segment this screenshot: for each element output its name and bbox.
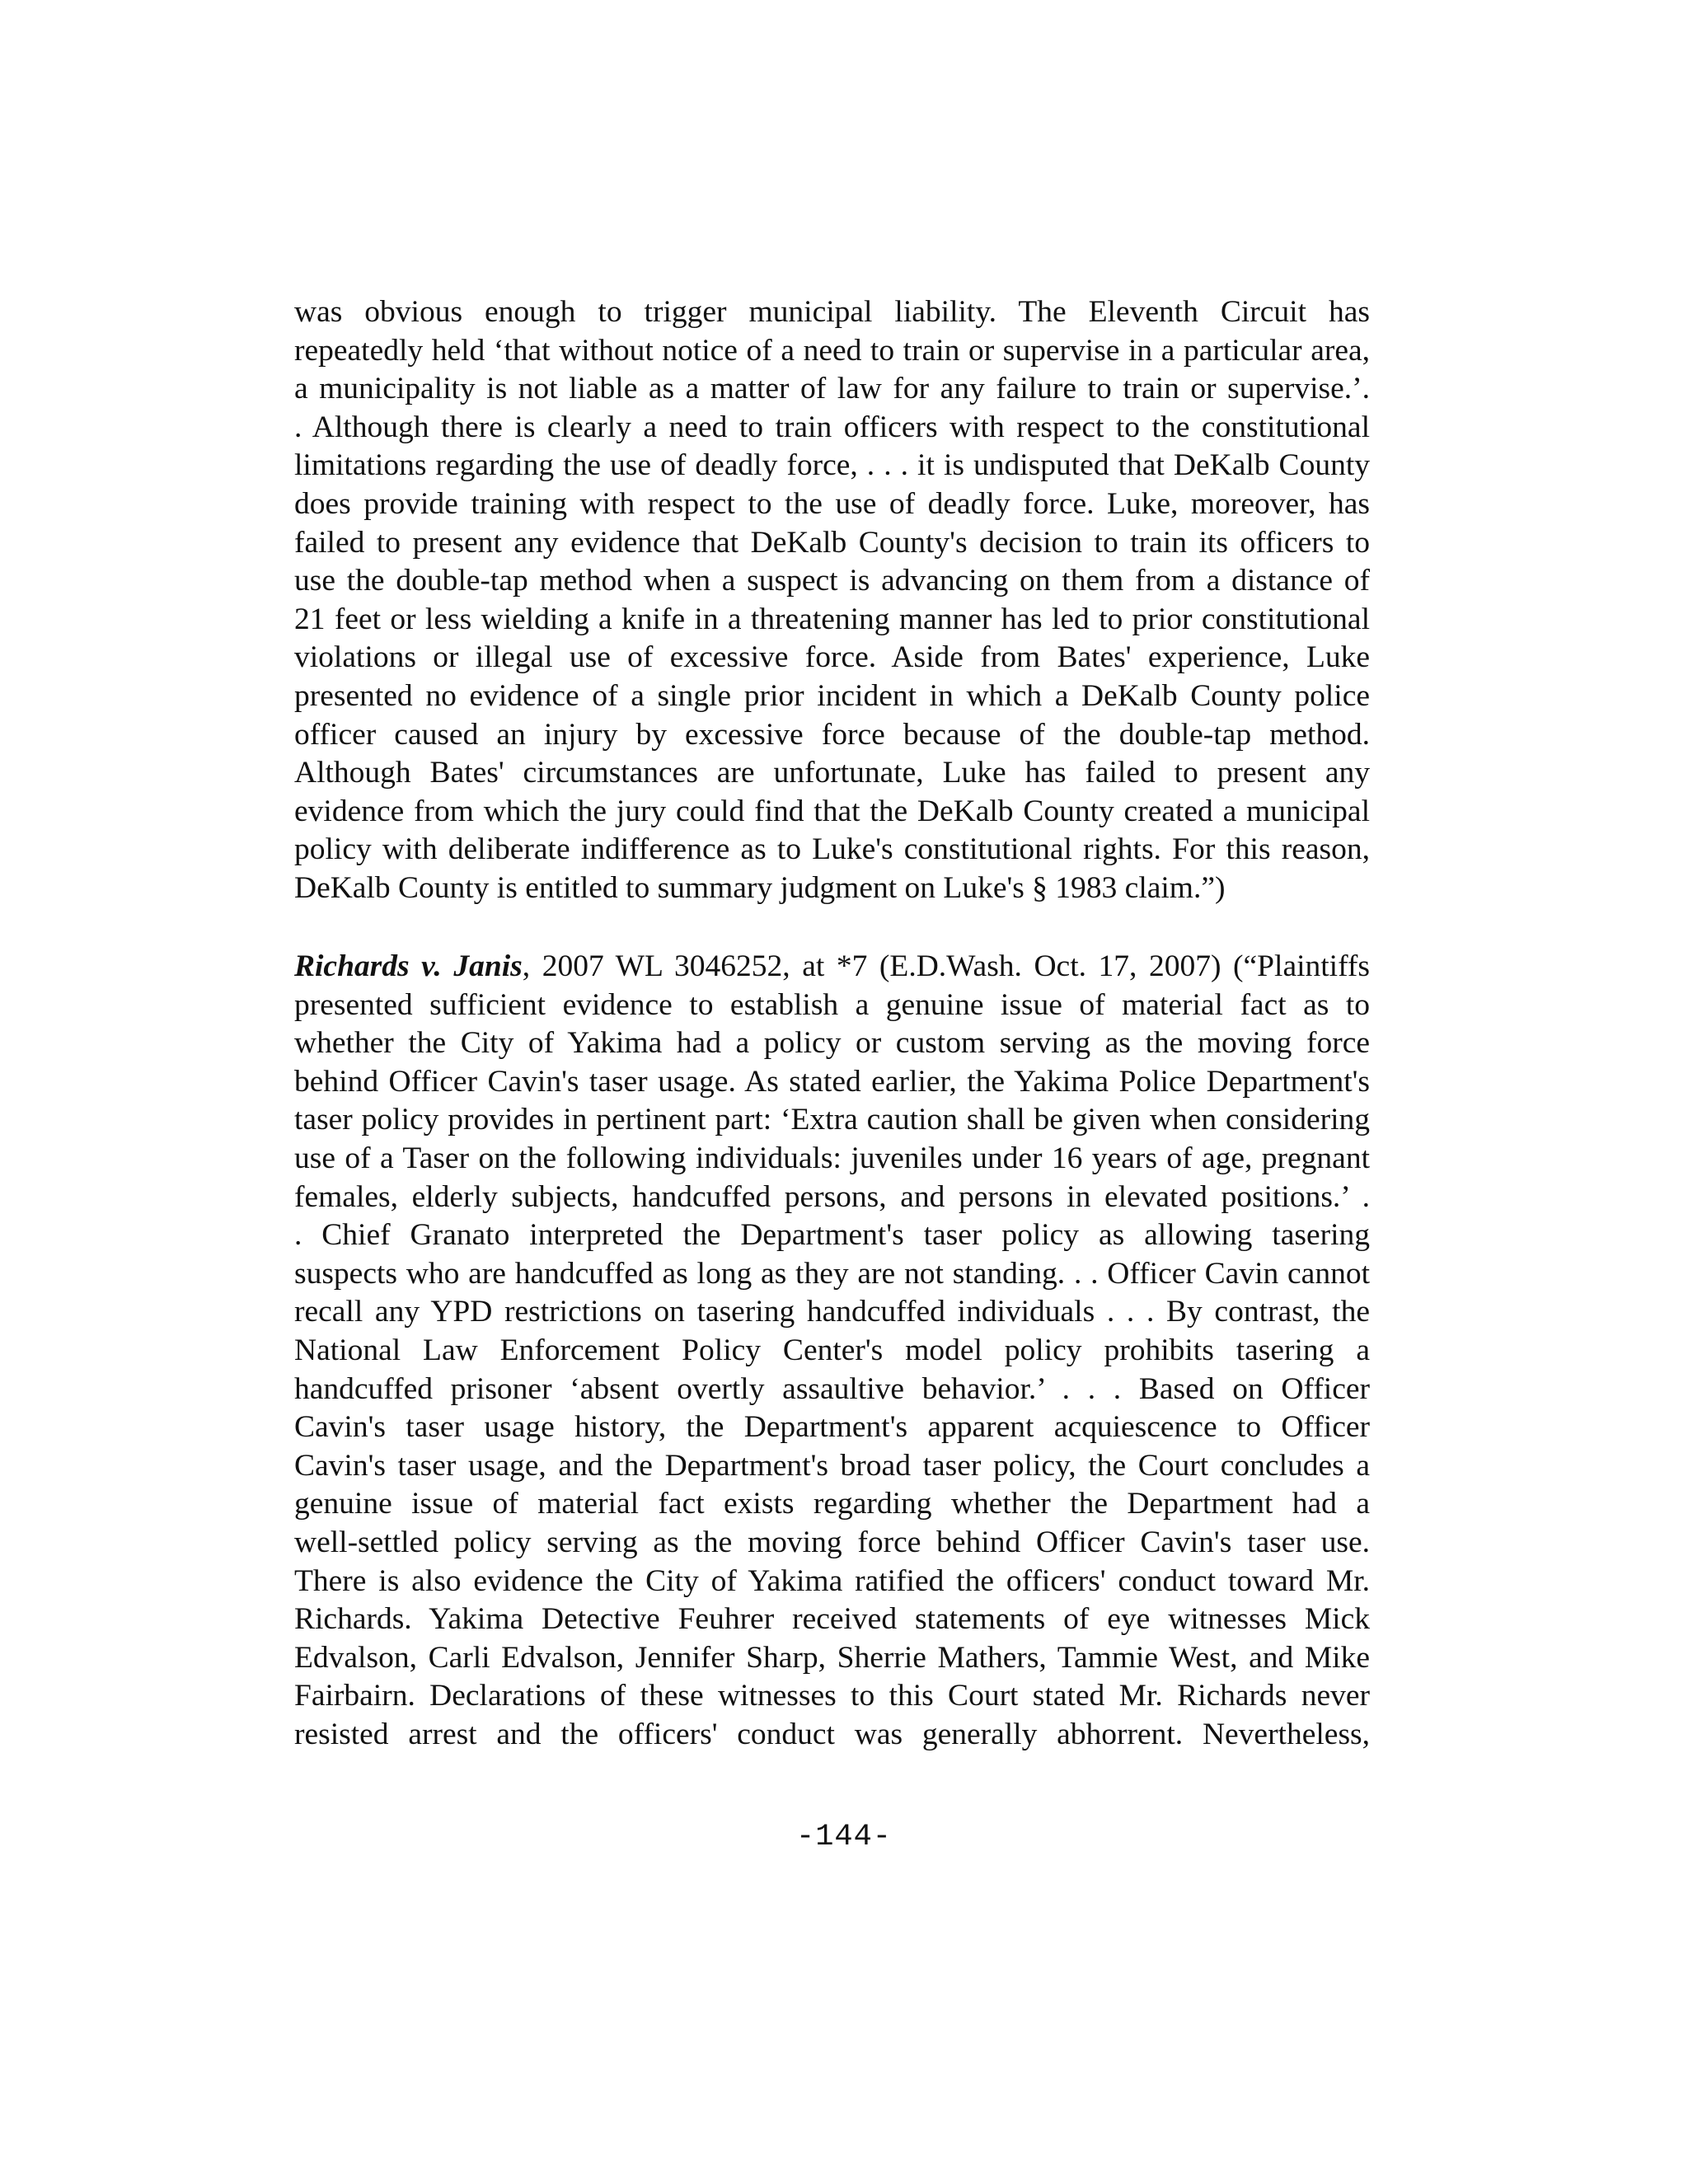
text-line: policy with deliberate indifference as to Luke's constitutional rights. For this reason, <box>294 832 1370 867</box>
text-line: . Although there is clearly a need to train officers with respect to the constitutional <box>294 410 1370 444</box>
text-line: was obvious enough to trigger municipal liability. The Eleventh Circuit has <box>294 295 1370 329</box>
text-line: officer caused an injury by excessive force because of the double-tap method. <box>294 717 1370 752</box>
paragraph-richards-citation <box>294 948 1370 1754</box>
text-line: Cavin's taser usage, and the Department's broad taser policy, the Court concludes a <box>294 1448 1370 1483</box>
text-line: 21 feet or less wielding a knife in a threatening manner has led to prior constitutional <box>294 602 1370 636</box>
paragraph-luke-quote <box>294 293 1370 908</box>
text-line: evidence from which the jury could find that the DeKalb County created a municipal <box>294 794 1370 828</box>
text-line: There is also evidence the City of Yakima ratified the officers' conduct toward Mr. <box>294 1563 1370 1598</box>
text-line: . Chief Granato interpreted the Department's taser policy as allowing tasering <box>294 1218 1370 1253</box>
text-line: resisted arrest and the officers' conduct was generally abhorrent. Nevertheless, <box>294 1717 1370 1751</box>
text-line: presented no evidence of a single prior incident in which a DeKalb County police <box>294 678 1370 713</box>
text-line: limitations regarding the use of deadly force, . . . it is undisputed that DeKalb County <box>294 448 1370 483</box>
text-line: National Law Enforcement Policy Center's model policy prohibits tasering a <box>294 1333 1370 1367</box>
text-line: Edvalson, Carli Edvalson, Jennifer Sharp, Sherrie Mathers, Tammie West, and Mike <box>294 1640 1370 1675</box>
text-line: failed to present any evidence that DeKalb County's decision to train its officers to <box>294 525 1370 560</box>
text-line: repeatedly held ‘that without notice of a need to train or supervise in a particular area, <box>294 333 1370 368</box>
text-line: a municipality is not liable as a matter of law for any failure to train or supervise.’. <box>294 372 1370 406</box>
citation-first-line <box>294 948 1370 987</box>
text-line: behind Officer Cavin's taser usage. As stated earlier, the Yakima Police Department's <box>294 1064 1370 1099</box>
text-line: does provide training with respect to the use of deadly force. Luke, moreover, has <box>294 486 1370 521</box>
text-line: taser policy provides in pertinent part: ‘Extra caution shall be given when considering <box>294 1103 1370 1137</box>
text-line: genuine issue of material fact exists regarding whether the Department had a <box>294 1487 1370 1521</box>
text-line: recall any YPD restrictions on tasering handcuffed individuals . . . By contrast, the <box>294 1295 1370 1329</box>
text-line: Fairbairn. Declarations of these witnesses to this Court stated Mr. Richards never <box>294 1679 1370 1713</box>
text-line: presented sufficient evidence to establish a genuine issue of material fact as to <box>294 987 1370 1022</box>
case-name: Richards v. Janis <box>294 949 523 983</box>
citation-text: , 2007 WL 3046252, at *7 (E.D.Wash. Oct. 17, 2007) (“Plaintiffs <box>522 949 1370 983</box>
text-line: Cavin's taser usage history, the Department's apparent acquiescence to Officer <box>294 1410 1370 1445</box>
text-line: suspects who are handcuffed as long as they are not standing. . . Officer Cavin cannot <box>294 1256 1370 1291</box>
text-line: use of a Taser on the following individuals: juveniles under 16 years of age, pregnant <box>294 1141 1370 1175</box>
text-line: females, elderly subjects, handcuffed persons, and persons in elevated positions.’ . <box>294 1179 1370 1214</box>
text-line: Richards. Yakima Detective Feuhrer received statements of eye witnesses Mick <box>294 1602 1370 1637</box>
page-number: -144- <box>795 1820 893 1854</box>
text-line: handcuffed prisoner ‘absent overtly assaultive behavior.’ . . . Based on Officer <box>294 1371 1370 1406</box>
text-line: DeKalb County is entitled to summary judgment on Luke's § 1983 claim.”) <box>294 870 1226 905</box>
text-line: use the double-tap method when a suspect is advancing on them from a distance of <box>294 564 1370 598</box>
text-line: well-settled policy serving as the moving force behind Officer Cavin's taser use. <box>294 1525 1370 1559</box>
text-line: Although Bates' circumstances are unfortunate, Luke has failed to present any <box>294 756 1370 790</box>
text-line: violations or illegal use of excessive force. Aside from Bates' experience, Luke <box>294 640 1370 675</box>
text-line: whether the City of Yakima had a policy or custom serving as the moving force <box>294 1026 1370 1061</box>
